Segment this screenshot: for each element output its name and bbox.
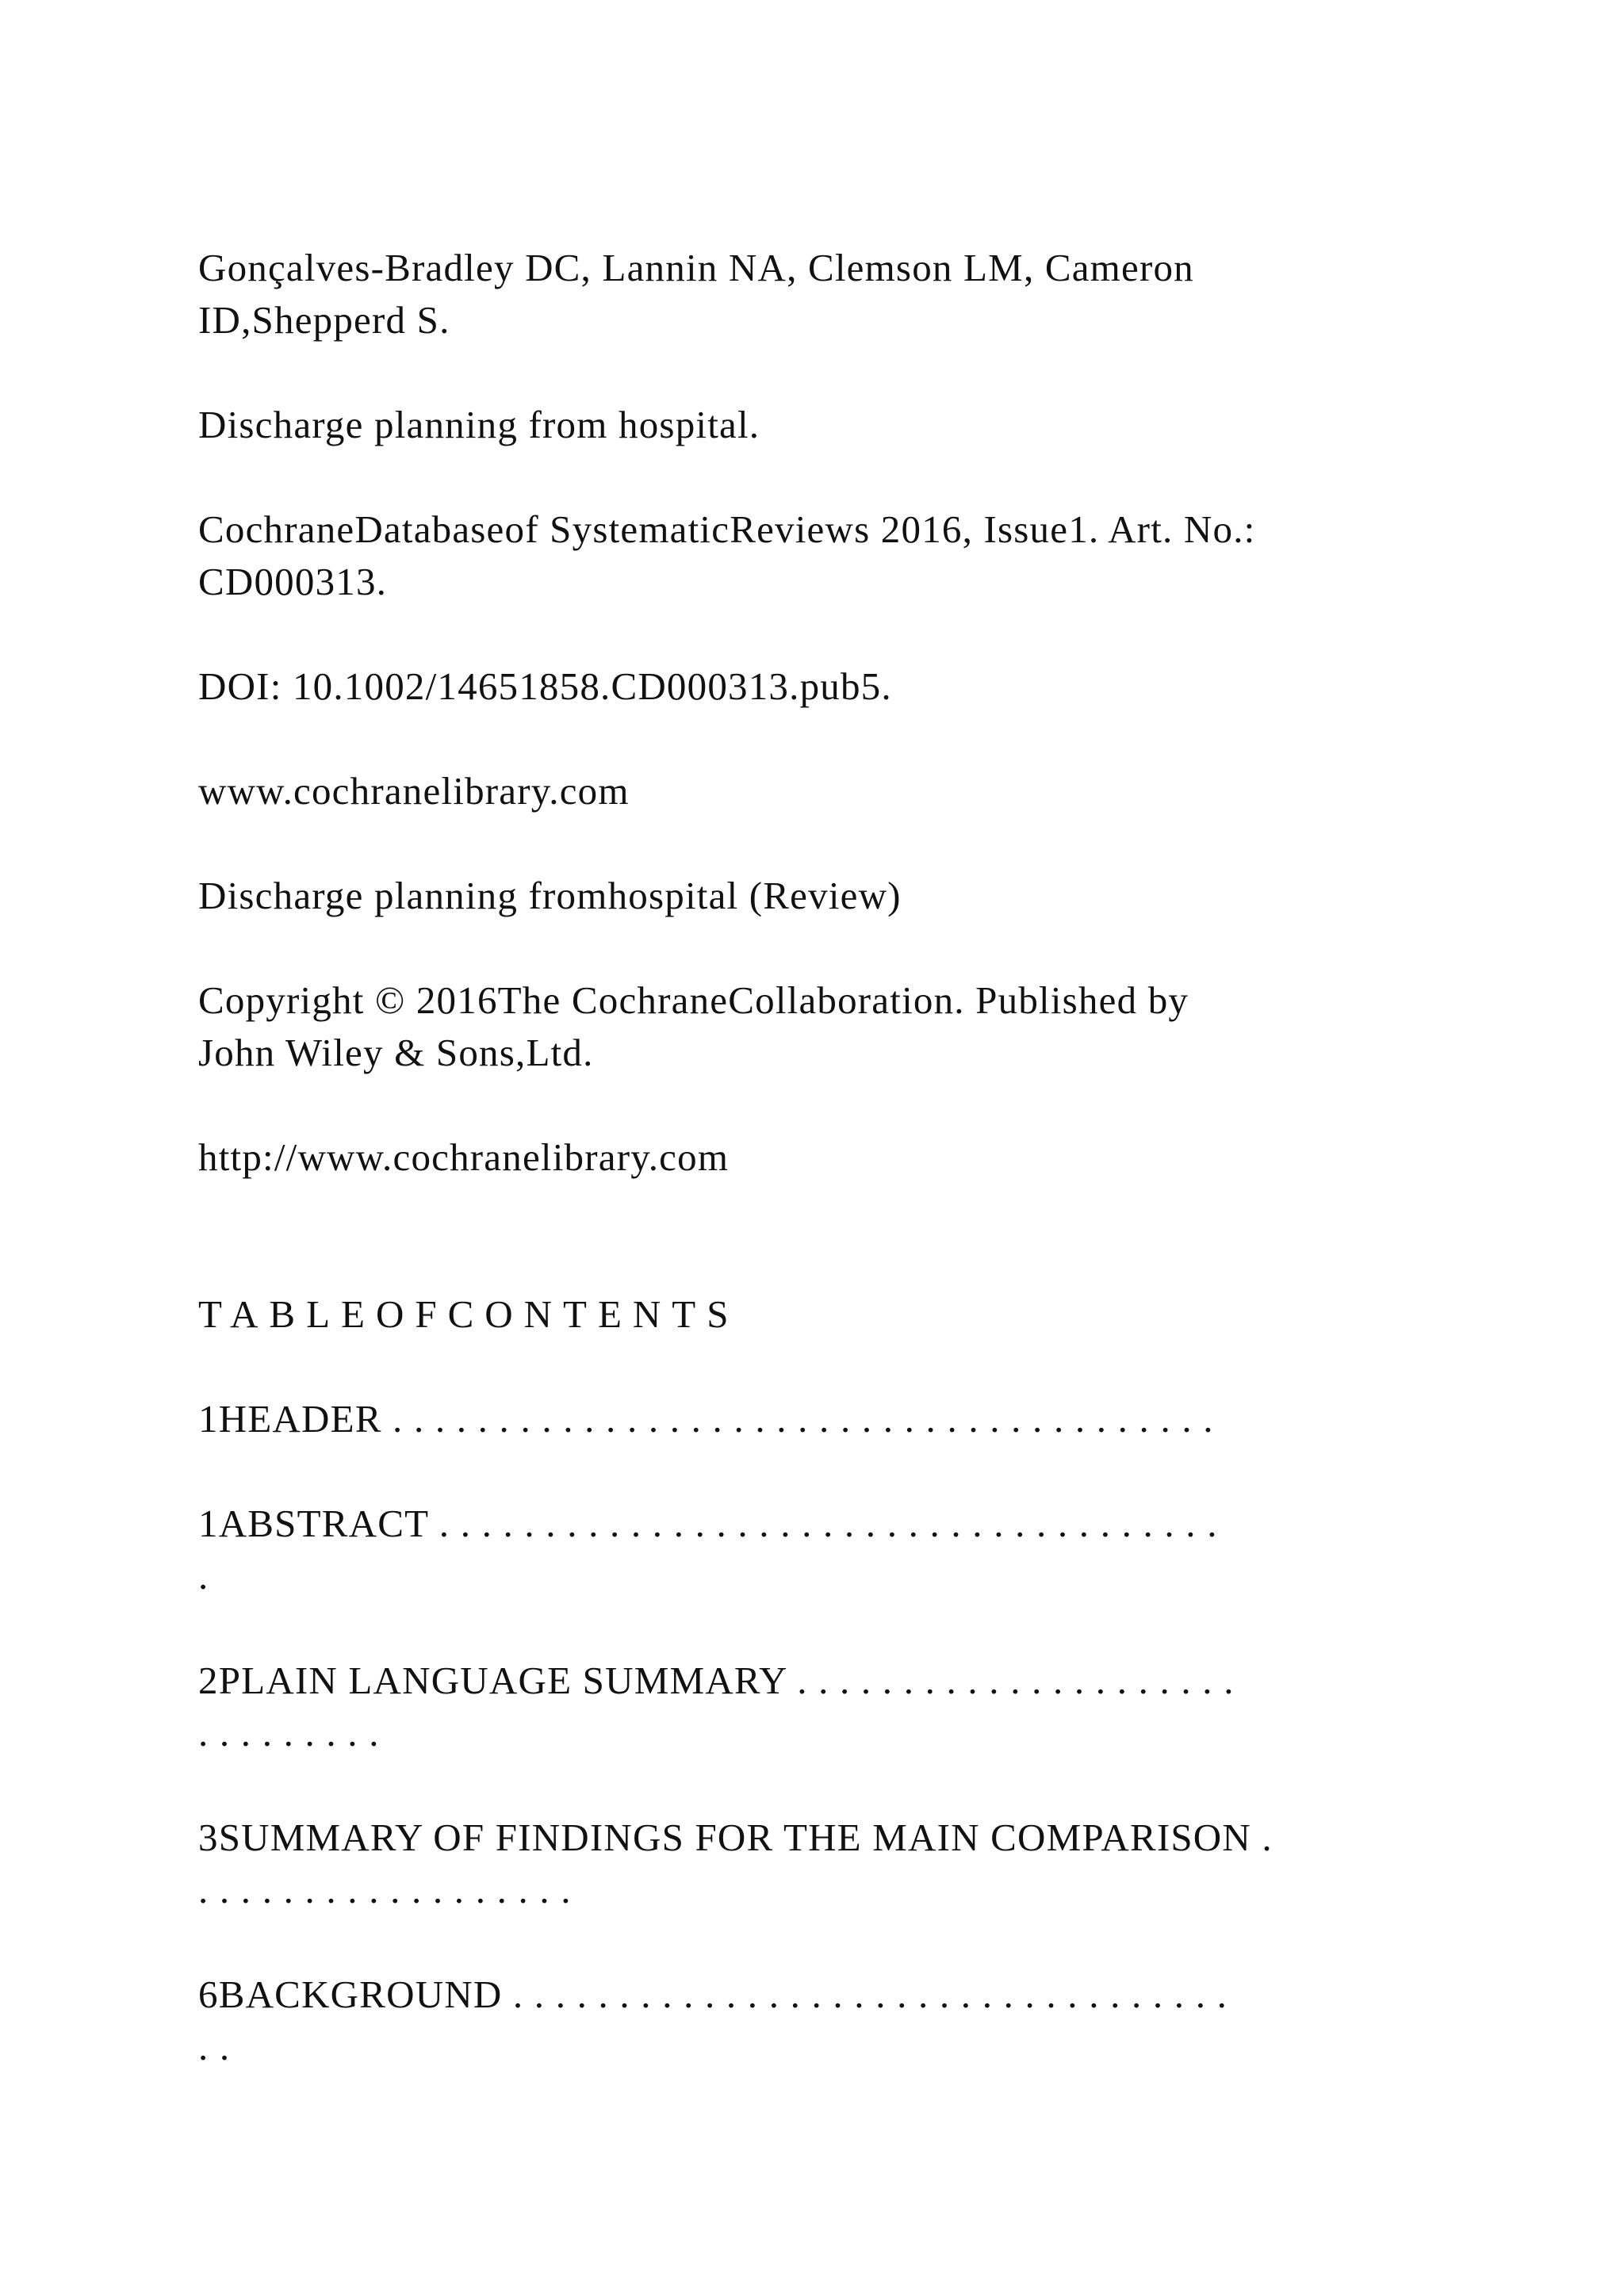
toc-entry-summary-of-findings: 3SUMMARY OF FINDINGS FOR THE MAIN COMPARISON . . . . . . . . . . . . . . . . . . . xyxy=(198,1816,1273,1911)
copyright-notice: Copyright © 2016The CochraneCollaboration. Published by John Wiley & Sons,Ltd. xyxy=(198,978,1189,1074)
review-title: Discharge planning fromhospital (Review) xyxy=(198,874,902,917)
toc-entry-header: 1HEADER . . . . . . . . . . . . . . . . . . . . . . . . . . . . . . . . . . . . . . . xyxy=(198,1397,1214,1441)
citation-doi: DOI: 10.1002/14651858.CD000313.pub5. xyxy=(198,664,892,708)
citation-title: Discharge planning from hospital. xyxy=(198,403,760,446)
library-url: http://www.cochranelibrary.com xyxy=(198,1135,730,1179)
citation-source: CochraneDatabaseof SystematicReviews 2016, Issue1. Art. No.: CD000313. xyxy=(198,507,1256,603)
document-body xyxy=(198,242,1435,2126)
toc-list xyxy=(198,1393,1435,2073)
toc-title: TABLEOFCONTENTS xyxy=(198,1292,740,1336)
citation-website: www.cochranelibrary.com xyxy=(198,769,630,813)
toc-entry-plain-language-summary: 2PLAIN LANGUAGE SUMMARY . . . . . . . . . . . . . . . . . . . . . . . . . . . . . . xyxy=(198,1659,1235,1755)
citation-authors: Gonçalves-Bradley DC, Lannin NA, Clemson LM, Cameron ID,Shepperd S. xyxy=(198,246,1194,342)
toc-entry-background: 6BACKGROUND . . . . . . . . . . . . . . . . . . . . . . . . . . . . . . . . . . . . xyxy=(198,1973,1228,2068)
toc-entry-abstract: 1ABSTRACT . . . . . . . . . . . . . . . . . . . . . . . . . . . . . . . . . . . . . . xyxy=(198,1502,1218,1598)
